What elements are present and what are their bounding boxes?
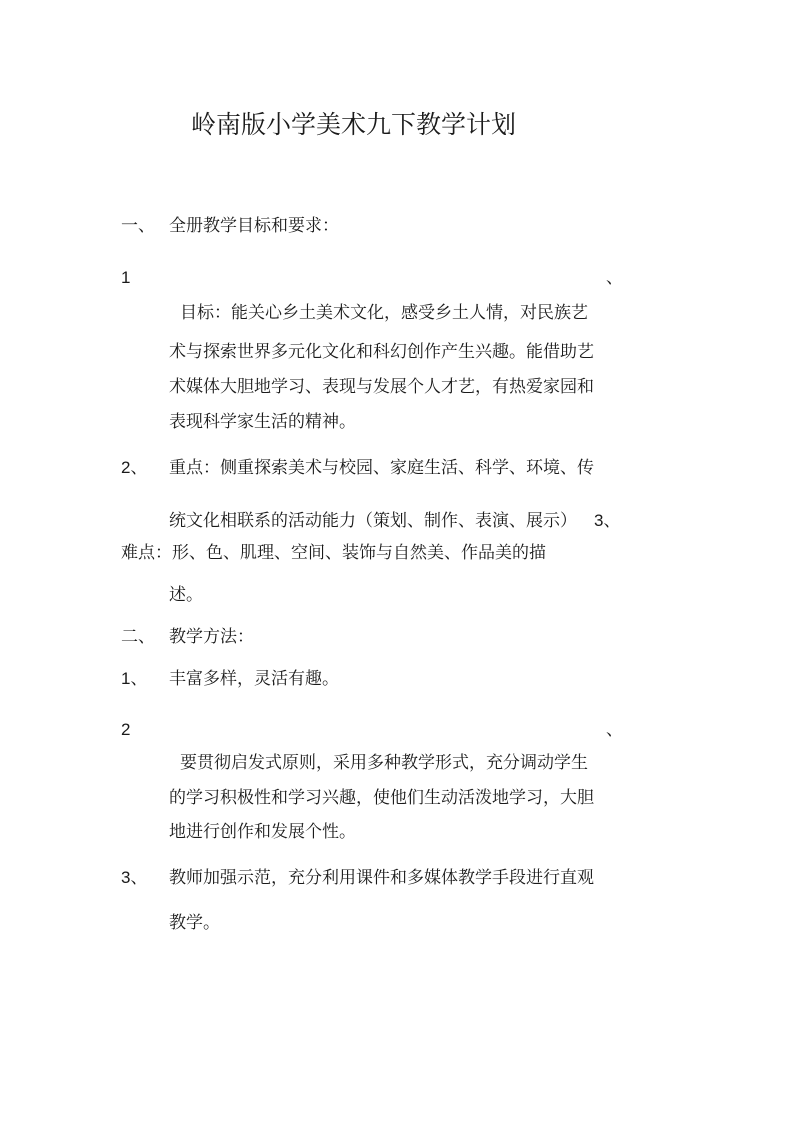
item-2-line-1: 重点：侧重探索美术与校园、家庭生活、科学、环境、传 <box>169 458 594 478</box>
section-2-marker: 二、 <box>121 627 155 647</box>
item-2-number: 2、 <box>121 458 148 477</box>
method-3-number: 3、 <box>121 868 148 887</box>
document-title: 岭南版小学美术九下教学计划 <box>191 110 517 139</box>
item-2-line-2: 统文化相联系的活动能力（策划、制作、表演、展示） <box>169 511 577 531</box>
method-3-line-2: 教学。 <box>169 913 220 933</box>
method-2-number: 2 <box>121 720 131 739</box>
item-3-line-2: 述。 <box>169 585 203 605</box>
method-1-text: 丰富多样，灵活有趣。 <box>169 669 339 689</box>
section-1-marker: 一、 <box>121 216 155 236</box>
section-1-heading: 全册教学目标和要求： <box>169 216 339 236</box>
item-1-line-4: 表现科学家生活的精神。 <box>169 412 356 432</box>
method-1-number: 1、 <box>121 669 148 688</box>
item-3-line-1: 难点：形、色、肌理、空间、装饰与自然美、作品美的描 <box>121 543 546 563</box>
section-2-heading: 教学方法： <box>169 627 254 647</box>
item-1-number: 1 <box>121 268 131 287</box>
item-1-separator: 、 <box>606 268 623 288</box>
item-1-line-2: 术与探索世界多元化文化和科幻创作产生兴趣。能借助艺 <box>169 342 594 362</box>
item-1-line-3: 术媒体大胆地学习、表现与发展个人才艺，有热爱家园和 <box>169 377 594 397</box>
method-2-line-1: 要贯彻启发式原则，采用多种教学形式，充分调动学生 <box>180 753 588 773</box>
item-3-number: 3、 <box>594 511 621 530</box>
method-2-line-2: 的学习积极性和学习兴趣，使他们生动活泼地学习，大胆 <box>169 788 594 808</box>
item-1-line-1: 目标：能关心乡土美术文化，感受乡土人情，对民族艺 <box>180 303 588 323</box>
method-2-line-3: 地进行创作和发展个性。 <box>169 822 356 842</box>
method-3-line-1: 教师加强示范，充分利用课件和多媒体教学手段进行直观 <box>169 868 594 888</box>
method-2-separator: 、 <box>606 720 623 740</box>
